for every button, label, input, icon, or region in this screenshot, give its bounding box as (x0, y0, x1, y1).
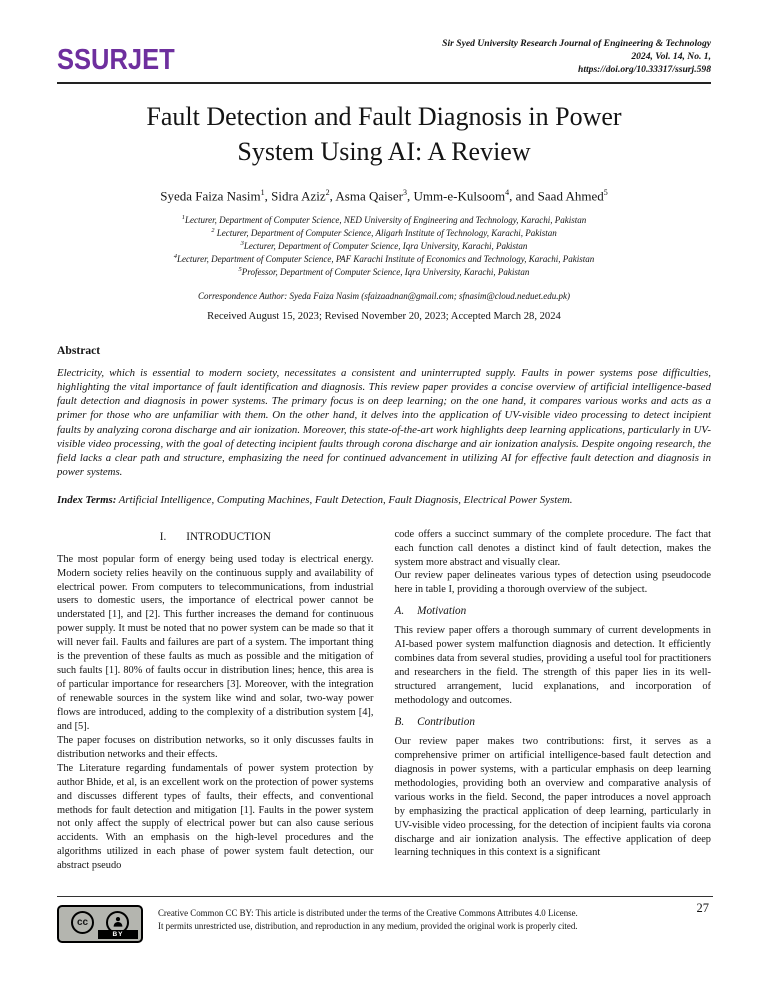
section-number: I. (159, 530, 167, 543)
index-terms-text: Artificial Intelligence, Computing Machines, Fault Detection, Fault Diagnosis, Electrical Power System. (116, 493, 573, 506)
left-column (57, 528, 374, 930)
affiliation-text: Lecturer, Department of Computer Science, NED University of Engineering and Technology, Karachi, Pakistan (184, 215, 587, 226)
subsection-heading-contribution (395, 715, 712, 730)
paper-title-line1: Fault Detection and Fault Diagnosis in Power (146, 101, 622, 131)
body-paragraph: This review paper offers a thorough summary of current developments in AI-based power system malfunction diagnosis and detection. It efficiently combines data from several studies, providing a useful tool for practitioners and researchers in the field. The strength of this paper lies in its well-structured arrangement, lucid explanations, and incorporation of methodology and outcomes. (394, 625, 711, 707)
affiliation-superscript: 1 (181, 214, 185, 222)
body-paragraph: Our review paper makes two contributions: first, it serves as a comprehensive primer on artificial intelligence-based fault detection and diagnosis in power systems, with a particular emphasis on deep learning methodologies, providing both an overview and comparative analysis of various works in the field. Second, the paper introduces a novel approach by emphasizing the practical application of deep learning, particularly in UV-visible video processing, for the detection of incipient faults via corona discharge and air ionization analysis. The effective application of deep learning techniques in this context is a significant (394, 735, 711, 859)
affiliation-line (57, 227, 711, 240)
affiliation-line (57, 240, 711, 253)
correspondence-line: Correspondence Author: Syeda Faiza Nasim (sfaizaadnan@gmail.com; sfnasim@cloud.neduet.edu.pk) (197, 291, 570, 302)
author: Syeda Faiza Nasim (160, 188, 261, 204)
body-columns (57, 528, 711, 930)
journal-info (442, 38, 711, 77)
subsection-title: Motivation (417, 605, 467, 618)
affiliation-text: Lecturer, Department of Computer Science, PAF Karachi Institute of Economics and Technology, Karachi, Pakistan (176, 253, 595, 264)
license-line2: It permits unrestricted use, distribution, and reproduction in any medium, provided the original work is properly cited. (158, 920, 578, 931)
affiliation-text: Lecturer, Department of Computer Science, Iqra University, Karachi, Pakistan (243, 240, 528, 251)
affiliation-superscript: 5 (238, 265, 242, 273)
affiliation-line (57, 266, 711, 279)
page-footer (57, 896, 713, 943)
journal-logo: SSURJET (57, 44, 175, 76)
index-terms (57, 494, 711, 506)
affiliation-superscript: 3 (240, 239, 244, 247)
body-paragraph: Our review paper delineates various types of detection using pseudocode here in table I, providing a thorough overview of the subject. (394, 570, 711, 596)
subsection-title: Contribution (417, 715, 475, 728)
affiliation-superscript: 2 (211, 226, 215, 234)
journal-doi: https://doi.org/10.33317/ssurj.598 (577, 63, 711, 75)
affiliation-superscript: 4 (173, 252, 177, 260)
cc-by-badge (57, 905, 143, 943)
author-superscript: 5 (603, 187, 608, 197)
journal-volume: 2024, Vol. 14, No. 1, (631, 50, 711, 62)
body-paragraph: code offers a succinct summary of the complete procedure. The fact that each function call denotes a distinct kind of fault detection, makes the system more abstract and visually clear. (394, 528, 711, 568)
affiliations-block (57, 214, 711, 278)
license-text (158, 905, 578, 932)
section-title: INTRODUCTION (186, 530, 271, 543)
abstract-text: Electricity, which is essential to modern society, necessitates a consistent and uninterrupted supply. Faults in power systems pose difficulties, highlighting the vital importance of fault identification and diagnosis. This review paper provides a concise overview of artificial intelligence-based fault detection and diagnosis in power systems. The primary focus is on deep learning; on the one hand, it compares various works and acts as a primer for those who are unfamiliar with them. On the other hand, it delves into the application of UV-visible video processing to detect incipient faults by analyzing corona discharge and air ionization. Moreover, this state-of-the-art work highlights deep learning applications, particularly in UV-visible video processing, with the goal of detecting incipient faults through corona discharge and air ionization analysis. Despite ongoing research, the field lacks a clear path and structure, emphasizing the need for continued advancement in utilizing AI for effective fault detection and diagnosis in power systems. (57, 367, 711, 478)
author-superscript: 2 (325, 187, 330, 197)
affiliation-text: Professor, Department of Computer Science, Iqra University, Karachi, Pakistan (241, 266, 530, 277)
right-column (395, 528, 712, 930)
affiliation-line (57, 214, 711, 227)
footer-content (57, 905, 713, 943)
body-paragraph: The Literature regarding fundamentals of power system protection by author Bhide, et al, is an excellent work on the protection of power systems and discusses different types of faults, their effects, and conventional methods for fault detection and mitigation [1]. Faults in the power system not only affect the supply of electrical power but can also cause serious accidents. With an emphasis on the high-level procedures and the algorithms utilized in each phase of power system fault detection, our abstract pseudo (57, 762, 374, 872)
paper-title (57, 99, 711, 171)
body-paragraph: The most popular form of energy being used today is electrical energy. Modern society relies heavily on the continuous supply and availability of electrical power. From computers to telecommunications, from industrial users to domestic users, the importance of electrical power cannot be understated [1], and [2]. This further increases the demand for continuous power supply. It must be noted that no power system can be made so that it will never fail. Faults and failures are part of a system. The important thing is the prevention of these faults as much as possible and the mitigation of such faults [1]. 80% of faults occur in distribution lines; hence, this area is of particular importance for researchers [3]. Moreover, with the integration of renewable sources in the system like wind and solar, two-way power flows are introduced, adding to the complexity of a distribution system [4], and [5]. (57, 553, 374, 732)
page-header (57, 38, 711, 77)
author: , and Saad Ahmed (509, 188, 604, 204)
body-paragraph: The paper focuses on distribution networks, so it only discusses faults in distribution networks and their effects. (57, 734, 374, 760)
author: , Asma Qaiser (329, 188, 403, 204)
affiliation-line (57, 253, 711, 266)
dates-line: Received August 15, 2023; Revised November 20, 2023; Accepted March 28, 2024 (207, 311, 561, 323)
abstract-heading: Abstract (57, 344, 101, 358)
journal-name: Sir Syed University Research Journal of Engineering & Technology (442, 38, 711, 49)
page-number: 27 (696, 901, 709, 915)
cc-icon: cc (71, 911, 94, 934)
author: , Sidra Aziz (264, 188, 326, 204)
author-superscript: 1 (260, 187, 265, 197)
subsection-letter: B. (394, 715, 405, 728)
affiliation-text: Lecturer, Department of Computer Science, Aligarh Institute of Technology, Karachi, Pakistan (214, 227, 557, 238)
license-line1: Creative Common CC BY: This article is distributed under the terms of the Creative Commons Attributes 4.0 License. (158, 908, 578, 918)
header-divider (57, 82, 711, 84)
authors-line (57, 188, 711, 204)
by-label: BY (98, 930, 138, 939)
author-superscript: 4 (505, 187, 510, 197)
author: , Umm-e-Kulsoom (406, 188, 506, 204)
paper-title-line2: System Using AI: A Review (237, 137, 531, 167)
index-terms-label: Index Terms: (57, 493, 117, 506)
author-superscript: 3 (402, 187, 407, 197)
subsection-letter: A. (394, 605, 405, 618)
subsection-heading-motivation (395, 604, 712, 619)
section-heading-introduction (57, 530, 374, 545)
